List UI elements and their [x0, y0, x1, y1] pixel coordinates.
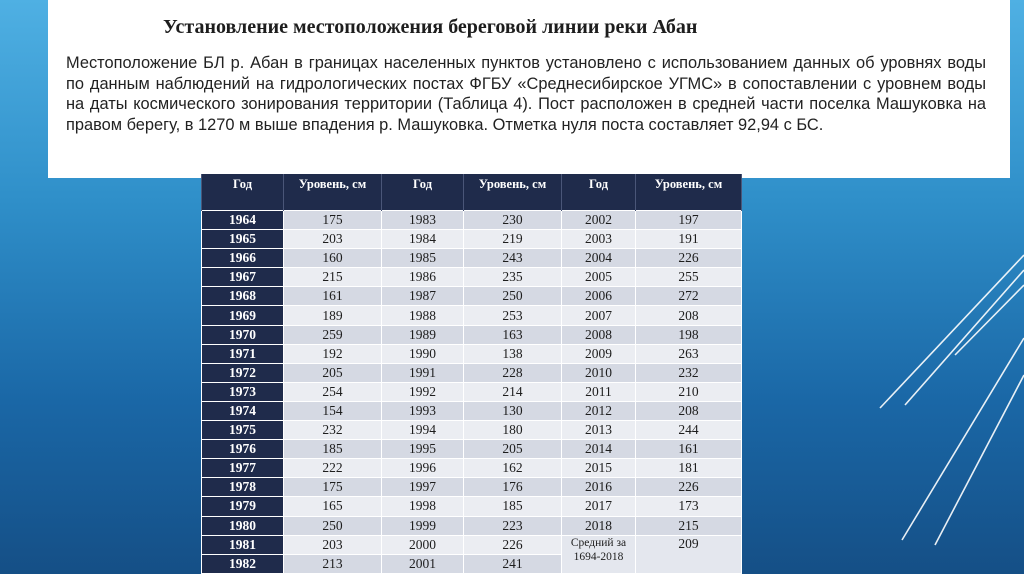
level-cell: 161: [636, 440, 742, 459]
level-cell: 185: [284, 440, 382, 459]
year-cell: 1989: [382, 325, 464, 344]
year-cell: 2008: [562, 325, 636, 344]
year-cell: 1977: [202, 459, 284, 478]
table-row: [202, 478, 742, 497]
level-cell: 162: [464, 459, 562, 478]
level-cell: 235: [464, 268, 562, 287]
table-row: [202, 268, 742, 287]
year-cell: 1986: [382, 268, 464, 287]
level-cell: 255: [636, 268, 742, 287]
level-cell: 161: [284, 287, 382, 306]
year-cell: 1992: [382, 382, 464, 401]
header-level-2: Уровень, см: [464, 174, 562, 211]
year-cell: 2007: [562, 306, 636, 325]
year-cell: 1990: [382, 344, 464, 363]
table-row: [202, 401, 742, 420]
level-cell: 250: [464, 287, 562, 306]
year-cell: 1972: [202, 363, 284, 382]
level-cell: 243: [464, 249, 562, 268]
level-cell: 213: [284, 554, 382, 573]
level-cell: 215: [284, 268, 382, 287]
level-cell: 222: [284, 459, 382, 478]
year-cell: 1970: [202, 325, 284, 344]
table-row: [202, 440, 742, 459]
year-cell: 1984: [382, 230, 464, 249]
year-cell: 2001: [382, 554, 464, 573]
year-cell: 2012: [562, 401, 636, 420]
level-cell: 208: [636, 306, 742, 325]
level-cell: 215: [636, 516, 742, 535]
table-row: [202, 344, 742, 363]
level-cell: 205: [284, 363, 382, 382]
level-cell: 226: [636, 478, 742, 497]
year-cell: 2011: [562, 382, 636, 401]
table-row: [202, 497, 742, 516]
year-cell: 1998: [382, 497, 464, 516]
level-cell: 176: [464, 478, 562, 497]
level-cell: 175: [284, 478, 382, 497]
year-cell: 1964: [202, 211, 284, 230]
level-cell: 205: [464, 440, 562, 459]
level-cell: 180: [464, 421, 562, 440]
header-year-3: Год: [562, 174, 636, 211]
table-row: [202, 325, 742, 344]
year-cell: 2017: [562, 497, 636, 516]
year-cell: 1996: [382, 459, 464, 478]
year-cell: 2018: [562, 516, 636, 535]
level-cell: 214: [464, 382, 562, 401]
year-cell: 2015: [562, 459, 636, 478]
level-cell: 223: [464, 516, 562, 535]
level-cell: 154: [284, 401, 382, 420]
level-cell: 185: [464, 497, 562, 516]
year-cell: 2003: [562, 230, 636, 249]
level-cell: 272: [636, 287, 742, 306]
table-header-row: [202, 174, 742, 211]
year-cell: 1982: [202, 554, 284, 573]
header-year-2: Год: [382, 174, 464, 211]
year-cell: 1981: [202, 535, 284, 554]
year-cell: 1979: [202, 497, 284, 516]
year-cell: 1994: [382, 421, 464, 440]
level-cell: 232: [636, 363, 742, 382]
level-cell: 254: [284, 382, 382, 401]
year-cell: 2016: [562, 478, 636, 497]
table-body: [202, 211, 742, 574]
slide-title: Установление местоположения береговой линии реки Абан: [163, 16, 698, 38]
table-row: [202, 249, 742, 268]
table-row: [202, 516, 742, 535]
table-row: [202, 306, 742, 325]
year-cell: 2005: [562, 268, 636, 287]
level-cell: 226: [464, 535, 562, 554]
level-cell: 259: [284, 325, 382, 344]
year-cell: 1968: [202, 287, 284, 306]
average-label-cell: [562, 535, 636, 573]
average-value-cell: 209: [636, 535, 742, 573]
level-cell: 160: [284, 249, 382, 268]
level-cell: 203: [284, 230, 382, 249]
level-cell: 226: [636, 249, 742, 268]
year-cell: 1975: [202, 421, 284, 440]
year-cell: 1971: [202, 344, 284, 363]
year-cell: 1997: [382, 478, 464, 497]
table-row: [202, 382, 742, 401]
level-cell: 175: [284, 211, 382, 230]
average-label-line1: Средний за: [570, 536, 627, 549]
description-paragraph: Местоположение БЛ р. Абан в границах населенных пунктов установлено с использованием данных об уровнях воды по данным наблюдений на гидрологических постах ФГБУ «Среднесибирское УГМС» в сопоставлении с уровнем воды на даты космического зонирования территории (Таблица 4). Пост расположен в средней части поселка Машуковка на правом берегу, в 1270 м выше впадения р. Машуковка. Отметка нуля поста составляет 92,94 с БС.: [66, 54, 986, 134]
year-cell: 2009: [562, 344, 636, 363]
table-row: [202, 459, 742, 478]
level-cell: 173: [636, 497, 742, 516]
year-cell: 1999: [382, 516, 464, 535]
level-cell: 230: [464, 211, 562, 230]
year-cell: 1966: [202, 249, 284, 268]
water-level-table: [201, 174, 742, 574]
level-cell: 197: [636, 211, 742, 230]
level-cell: 208: [636, 401, 742, 420]
table-row: [202, 287, 742, 306]
year-cell: 1985: [382, 249, 464, 268]
year-cell: 2013: [562, 421, 636, 440]
year-cell: 2000: [382, 535, 464, 554]
level-cell: 244: [636, 421, 742, 440]
level-cell: 165: [284, 497, 382, 516]
level-cell: 163: [464, 325, 562, 344]
year-cell: 2006: [562, 287, 636, 306]
level-cell: 241: [464, 554, 562, 573]
year-cell: 2014: [562, 440, 636, 459]
level-cell: 253: [464, 306, 562, 325]
year-cell: 1995: [382, 440, 464, 459]
year-cell: 2010: [562, 363, 636, 382]
level-cell: 181: [636, 459, 742, 478]
level-cell: 198: [636, 325, 742, 344]
table-row: [202, 535, 742, 554]
year-cell: 1987: [382, 287, 464, 306]
year-cell: 1967: [202, 268, 284, 287]
year-cell: 1980: [202, 516, 284, 535]
year-cell: 1993: [382, 401, 464, 420]
level-cell: 138: [464, 344, 562, 363]
average-label-line2: 1694-2018: [573, 550, 624, 563]
header-year-1: Год: [202, 174, 284, 211]
year-cell: 1976: [202, 440, 284, 459]
table-row: [202, 211, 742, 230]
header-level-3: Уровень, см: [636, 174, 742, 211]
year-cell: 1969: [202, 306, 284, 325]
table-row: [202, 363, 742, 382]
year-cell: 1988: [382, 306, 464, 325]
level-cell: 189: [284, 306, 382, 325]
level-cell: 210: [636, 382, 742, 401]
level-cell: 191: [636, 230, 742, 249]
level-cell: 263: [636, 344, 742, 363]
year-cell: 2004: [562, 249, 636, 268]
level-cell: 219: [464, 230, 562, 249]
table-row: [202, 421, 742, 440]
level-cell: 228: [464, 363, 562, 382]
level-cell: 130: [464, 401, 562, 420]
level-cell: 250: [284, 516, 382, 535]
table-row: [202, 230, 742, 249]
year-cell: 1965: [202, 230, 284, 249]
level-cell: 232: [284, 421, 382, 440]
level-cell: 192: [284, 344, 382, 363]
year-cell: 1973: [202, 382, 284, 401]
year-cell: 1983: [382, 211, 464, 230]
year-cell: 1991: [382, 363, 464, 382]
year-cell: 1974: [202, 401, 284, 420]
year-cell: 1978: [202, 478, 284, 497]
header-level-1: Уровень, см: [284, 174, 382, 211]
year-cell: 2002: [562, 211, 636, 230]
level-cell: 203: [284, 535, 382, 554]
